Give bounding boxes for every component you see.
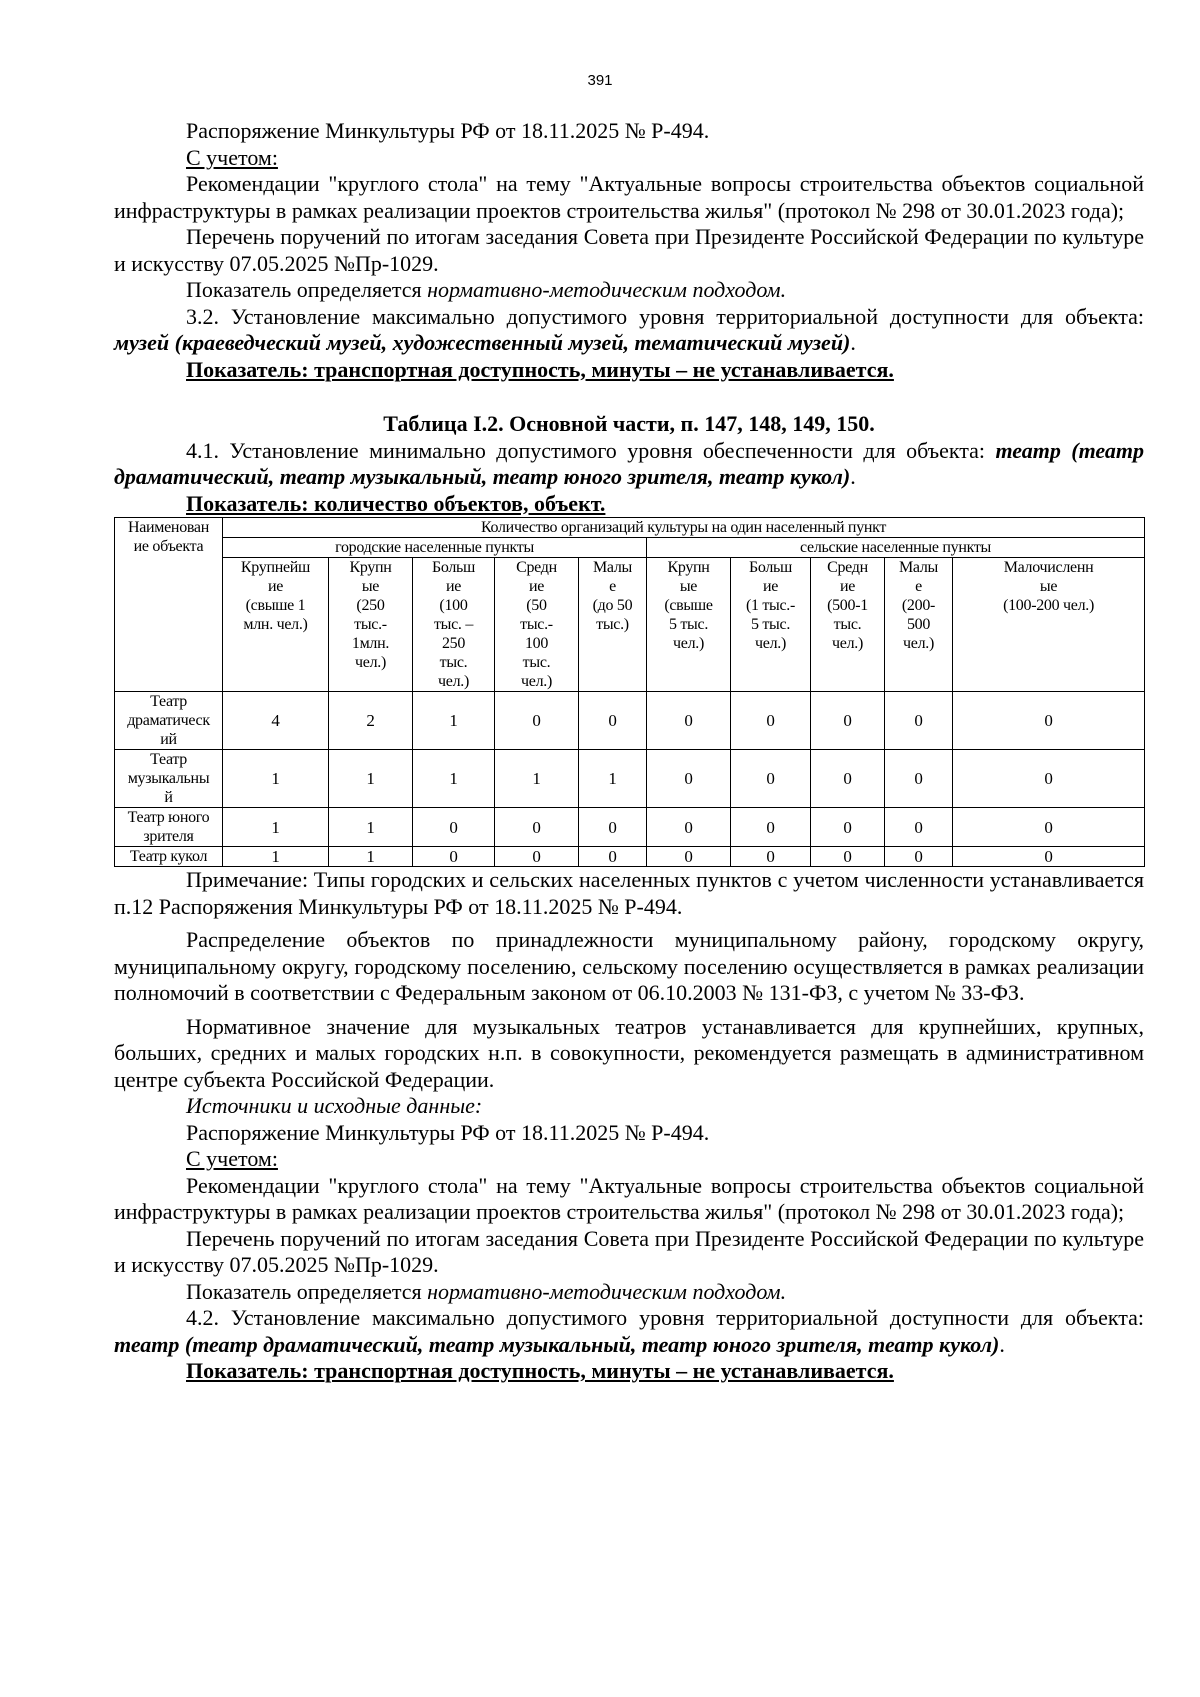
column-header-line: (50 <box>526 597 547 614</box>
row-name-line: Театр <box>150 693 187 710</box>
table-cell: 1 <box>495 750 579 808</box>
table-header-row <box>115 518 1145 538</box>
round-table-recommendation-2: Рекомендации "круглого стола" на тему "Актуальные вопросы строительства объектов социальной инфраструктуры в рамках реализации проектов строительства жилья" (протокол № 298 от 30.01.2023 года); <box>114 1172 1144 1224</box>
method-italic: нормативно-методическим подходом. <box>427 277 787 302</box>
table-cell: 0 <box>811 692 885 750</box>
with-account-label: С учетом: <box>186 144 278 170</box>
column-header <box>413 558 495 692</box>
page-number: 391 <box>587 72 613 89</box>
distribution-paragraph: Распределение объектов по принадлежности муниципальному району, городскому округу, муниципальному округу, городскому поселению, сельскому поселению осуществляется в рамках реализации полномочий в соответствии с Федеральным законом от 06.10.2003 № 131-ФЗ, с учетом № 33-ФЗ. <box>114 927 1144 1005</box>
table-cell: 0 <box>579 847 647 867</box>
row-name-line: зрителя <box>143 828 194 845</box>
column-header-line: чел.) <box>521 673 552 690</box>
column-header-line: чел.) <box>755 635 786 652</box>
table-cell: 0 <box>647 847 731 867</box>
table-cell: 0 <box>647 692 731 750</box>
row-name-line: Театр кукол <box>129 848 208 865</box>
column-header-line: Больш <box>748 559 793 576</box>
column-header-line: ие <box>762 578 779 595</box>
column-header-line: (250 <box>356 597 385 614</box>
table-cell: 0 <box>885 750 953 808</box>
column-header-line: Малы <box>592 559 632 576</box>
table-row <box>115 847 1145 867</box>
table-cell: 0 <box>495 692 579 750</box>
table-cell: 0 <box>413 847 495 867</box>
table-row <box>115 750 1145 808</box>
table-cell: 1 <box>223 847 329 867</box>
table-cell: 4 <box>223 692 329 750</box>
indicator-4-2: Показатель: транспортная доступность, минуты – не устанавливается. <box>186 1358 894 1383</box>
table-cell: 0 <box>811 750 885 808</box>
table-cell: 1 <box>579 750 647 808</box>
table-cell: 1 <box>329 847 413 867</box>
column-header-line: (500-1 <box>827 597 868 614</box>
column-header-line: Крупн <box>349 559 392 576</box>
object-name-header-line: ие объекта <box>133 538 204 555</box>
note: Примечание: Типы городских и сельских населенных пунктов с учетом численности устанавливается п.12 Распоряжения Минкультуры РФ от 18.11.2025 № Р-494. <box>114 867 1144 919</box>
urban-header: городские населенные пункты <box>223 538 647 558</box>
column-header-line: чел.) <box>355 654 386 671</box>
row-name <box>115 692 223 750</box>
table-header-row <box>115 538 1145 558</box>
rural-header: сельские населенные пункты <box>647 538 1145 558</box>
column-header-line: ие <box>528 578 545 595</box>
table-header-row <box>115 558 1145 692</box>
column-header-line: тыс.) <box>596 616 629 633</box>
method-italic-2: нормативно-методическим подходом. <box>427 1278 787 1304</box>
column-header <box>811 558 885 692</box>
table-cell: 0 <box>495 847 579 867</box>
column-header-line: чел.) <box>673 635 704 652</box>
column-header-line: млн. чел.) <box>243 616 308 633</box>
table-cell: 0 <box>731 692 811 750</box>
column-header-line: Средн <box>516 559 557 576</box>
column-header <box>495 558 579 692</box>
table-cell: 1 <box>413 692 495 750</box>
column-header <box>579 558 647 692</box>
column-header-line: е <box>609 578 616 595</box>
column-header <box>731 558 811 692</box>
column-header <box>329 558 413 692</box>
normative-value-paragraph: Нормативное значение для музыкальных театров устанавливается для крупнейших, крупных, больших, средних и малых городских н.п. в совокупности, рекомендуется размещать в административном центре субъекта Российской Федерации. <box>114 1013 1144 1092</box>
table-cell: 1 <box>223 750 329 808</box>
row-name-line: драматическ <box>127 712 210 729</box>
column-header <box>953 558 1145 692</box>
column-header-line: е <box>915 578 922 595</box>
item-4-1: 4.1. Установление минимально допустимого уровня обеспеченности для объекта: театр (театр драматический, театр музыкальный, театр юного зрителя, театр кукол). <box>114 437 1144 489</box>
table-row <box>115 808 1145 847</box>
table-cell: 0 <box>953 692 1145 750</box>
column-header-line: ие <box>267 578 284 595</box>
document-body <box>114 118 1144 1385</box>
column-header-line: чел.) <box>832 635 863 652</box>
column-header <box>647 558 731 692</box>
table-cell: 0 <box>811 808 885 847</box>
table-cell: 0 <box>953 750 1145 808</box>
president-council-instructions: Перечень поручений по итогам заседания Совета при Президенте Российской Федерации по культуре и искусству 07.05.2025 №Пр-1029. <box>114 224 1144 276</box>
table-cell: 1 <box>223 808 329 847</box>
president-council-instructions-2: Перечень поручений по итогам заседания Совета при Президенте Российской Федерации по культуре и искусству 07.05.2025 №Пр-1029. <box>114 1225 1144 1277</box>
column-header-line: (1 тыс.- <box>745 597 796 614</box>
column-header-line: Средн <box>827 559 868 576</box>
column-header-line: Малочисленн <box>1003 559 1094 576</box>
theatre-provision-table <box>114 517 1145 867</box>
column-header-line: 100 <box>524 635 549 652</box>
row-name <box>115 847 223 867</box>
object-name-header-line: Наименован <box>127 519 210 536</box>
table-cell: 1 <box>413 750 495 808</box>
column-header <box>223 558 329 692</box>
column-header-line: (200- <box>901 597 936 614</box>
table-cell: 0 <box>647 750 731 808</box>
table-cell: 0 <box>731 847 811 867</box>
column-header-line: ие <box>445 578 462 595</box>
source-line: Распоряжение Минкультуры РФ от 18.11.2025 № Р-494. <box>186 118 710 143</box>
column-header-line: 1млн. <box>351 635 390 652</box>
column-header-line: 250 <box>441 635 466 652</box>
indicator-3-2: Показатель: транспортная доступность, минуты – не устанавливается. <box>186 356 894 382</box>
column-header-line: тыс. <box>833 616 862 633</box>
table-cell: 1 <box>329 808 413 847</box>
table-cell: 0 <box>413 808 495 847</box>
column-header-line: Крупн <box>667 559 710 576</box>
table-cell: 0 <box>885 692 953 750</box>
table-cell: 0 <box>495 808 579 847</box>
sources-title: Источники и исходные данные: <box>186 1093 483 1118</box>
row-name-line: музыкальны <box>127 770 210 787</box>
table-cell: 0 <box>885 847 953 867</box>
row-name <box>115 808 223 847</box>
table-cell: 0 <box>953 808 1145 847</box>
column-header-line: ые <box>361 578 380 595</box>
row-name-line: ий <box>160 731 177 748</box>
item-4-1-object: театр (театр драматический, театр музыкальный, театр юного зрителя, театр кукол) <box>114 437 1144 489</box>
method-paragraph: Показатель определяется нормативно-методическим подходом. <box>186 277 787 302</box>
item-4-2-object: театр (театр драматический, театр музыкальный, театр юного зрителя, театр кукол) <box>114 1331 1000 1357</box>
item-4-2: 4.2. Установление максимально допустимого уровня территориальной доступности для объекта: театр (театр драматический, театр музыкальный, театр юного зрителя, театр кукол). <box>114 1305 1144 1357</box>
row-name <box>115 750 223 808</box>
table-row <box>115 692 1145 750</box>
column-header-line: Малы <box>898 559 938 576</box>
column-header-line: чел.) <box>903 635 934 652</box>
table-cell: 0 <box>579 692 647 750</box>
table-cell: 1 <box>329 750 413 808</box>
column-header-line: (свыше 1 <box>245 597 306 614</box>
column-header-line: ые <box>679 578 698 595</box>
column-header-line: 5 тыс. <box>668 616 709 633</box>
table-cell: 0 <box>579 808 647 847</box>
row-name-line: й <box>164 789 173 806</box>
with-account-label-2: С учетом: <box>186 1146 278 1171</box>
table-heading: Таблица I.2. Основной части, п. 147, 148, 149, 150. <box>383 411 875 436</box>
table-cell: 2 <box>329 692 413 750</box>
row-name-line: Театр юного <box>127 809 210 826</box>
column-header-line: тыс. <box>522 654 551 671</box>
item-3-2-object: музей (краеведческий музей, художественный музей, тематический музей) <box>114 330 851 355</box>
item-3-2: 3.2. Установление максимально допустимого уровня территориальной доступности для объекта: музей (краеведческий музей, художественный музей, тематический музей). <box>114 303 1144 355</box>
column-header-line: (100-200 чел.) <box>1003 597 1094 614</box>
column-header-line: чел.) <box>438 673 469 690</box>
method-paragraph-2: Показатель определяется нормативно-методическим подходом. <box>186 1278 787 1304</box>
column-header-line: 500 <box>906 616 931 633</box>
column-header-line: ие <box>839 578 856 595</box>
table-cell: 0 <box>731 750 811 808</box>
column-header-line: 5 тыс. <box>750 616 791 633</box>
table-cell: 0 <box>885 808 953 847</box>
count-header: Количество организаций культуры на один населенный пункт <box>223 518 1145 538</box>
column-header-line: (до 50 <box>592 597 633 614</box>
column-header-line: тыс.- <box>354 616 387 633</box>
row-name-line: Театр <box>150 751 187 768</box>
indicator-4-1: Показатель: количество объектов, объект. <box>186 490 606 516</box>
column-header-line: (свыше <box>664 597 713 614</box>
table-cell: 0 <box>811 847 885 867</box>
column-header <box>885 558 953 692</box>
column-header-line: тыс.- <box>520 616 553 633</box>
column-header-line: (100 <box>439 597 468 614</box>
table-cell: 0 <box>647 808 731 847</box>
table-cell: 0 <box>953 847 1145 867</box>
object-name-header <box>115 518 223 692</box>
source-line-2: Распоряжение Минкультуры РФ от 18.11.2025 № Р-494. <box>186 1119 710 1145</box>
round-table-recommendation: Рекомендации "круглого стола" на тему "Актуальные вопросы строительства объектов социальной инфраструктуры в рамках реализации проектов строительства жилья" (протокол № 298 от 30.01.2023 года); <box>114 171 1144 223</box>
column-header-line: ые <box>1039 578 1058 595</box>
column-header-line: тыс. <box>439 654 468 671</box>
column-header-line: тыс. – <box>433 616 474 633</box>
column-header-line: Больш <box>431 559 476 576</box>
table-cell: 0 <box>731 808 811 847</box>
column-header-line: Крупнейш <box>240 559 311 576</box>
